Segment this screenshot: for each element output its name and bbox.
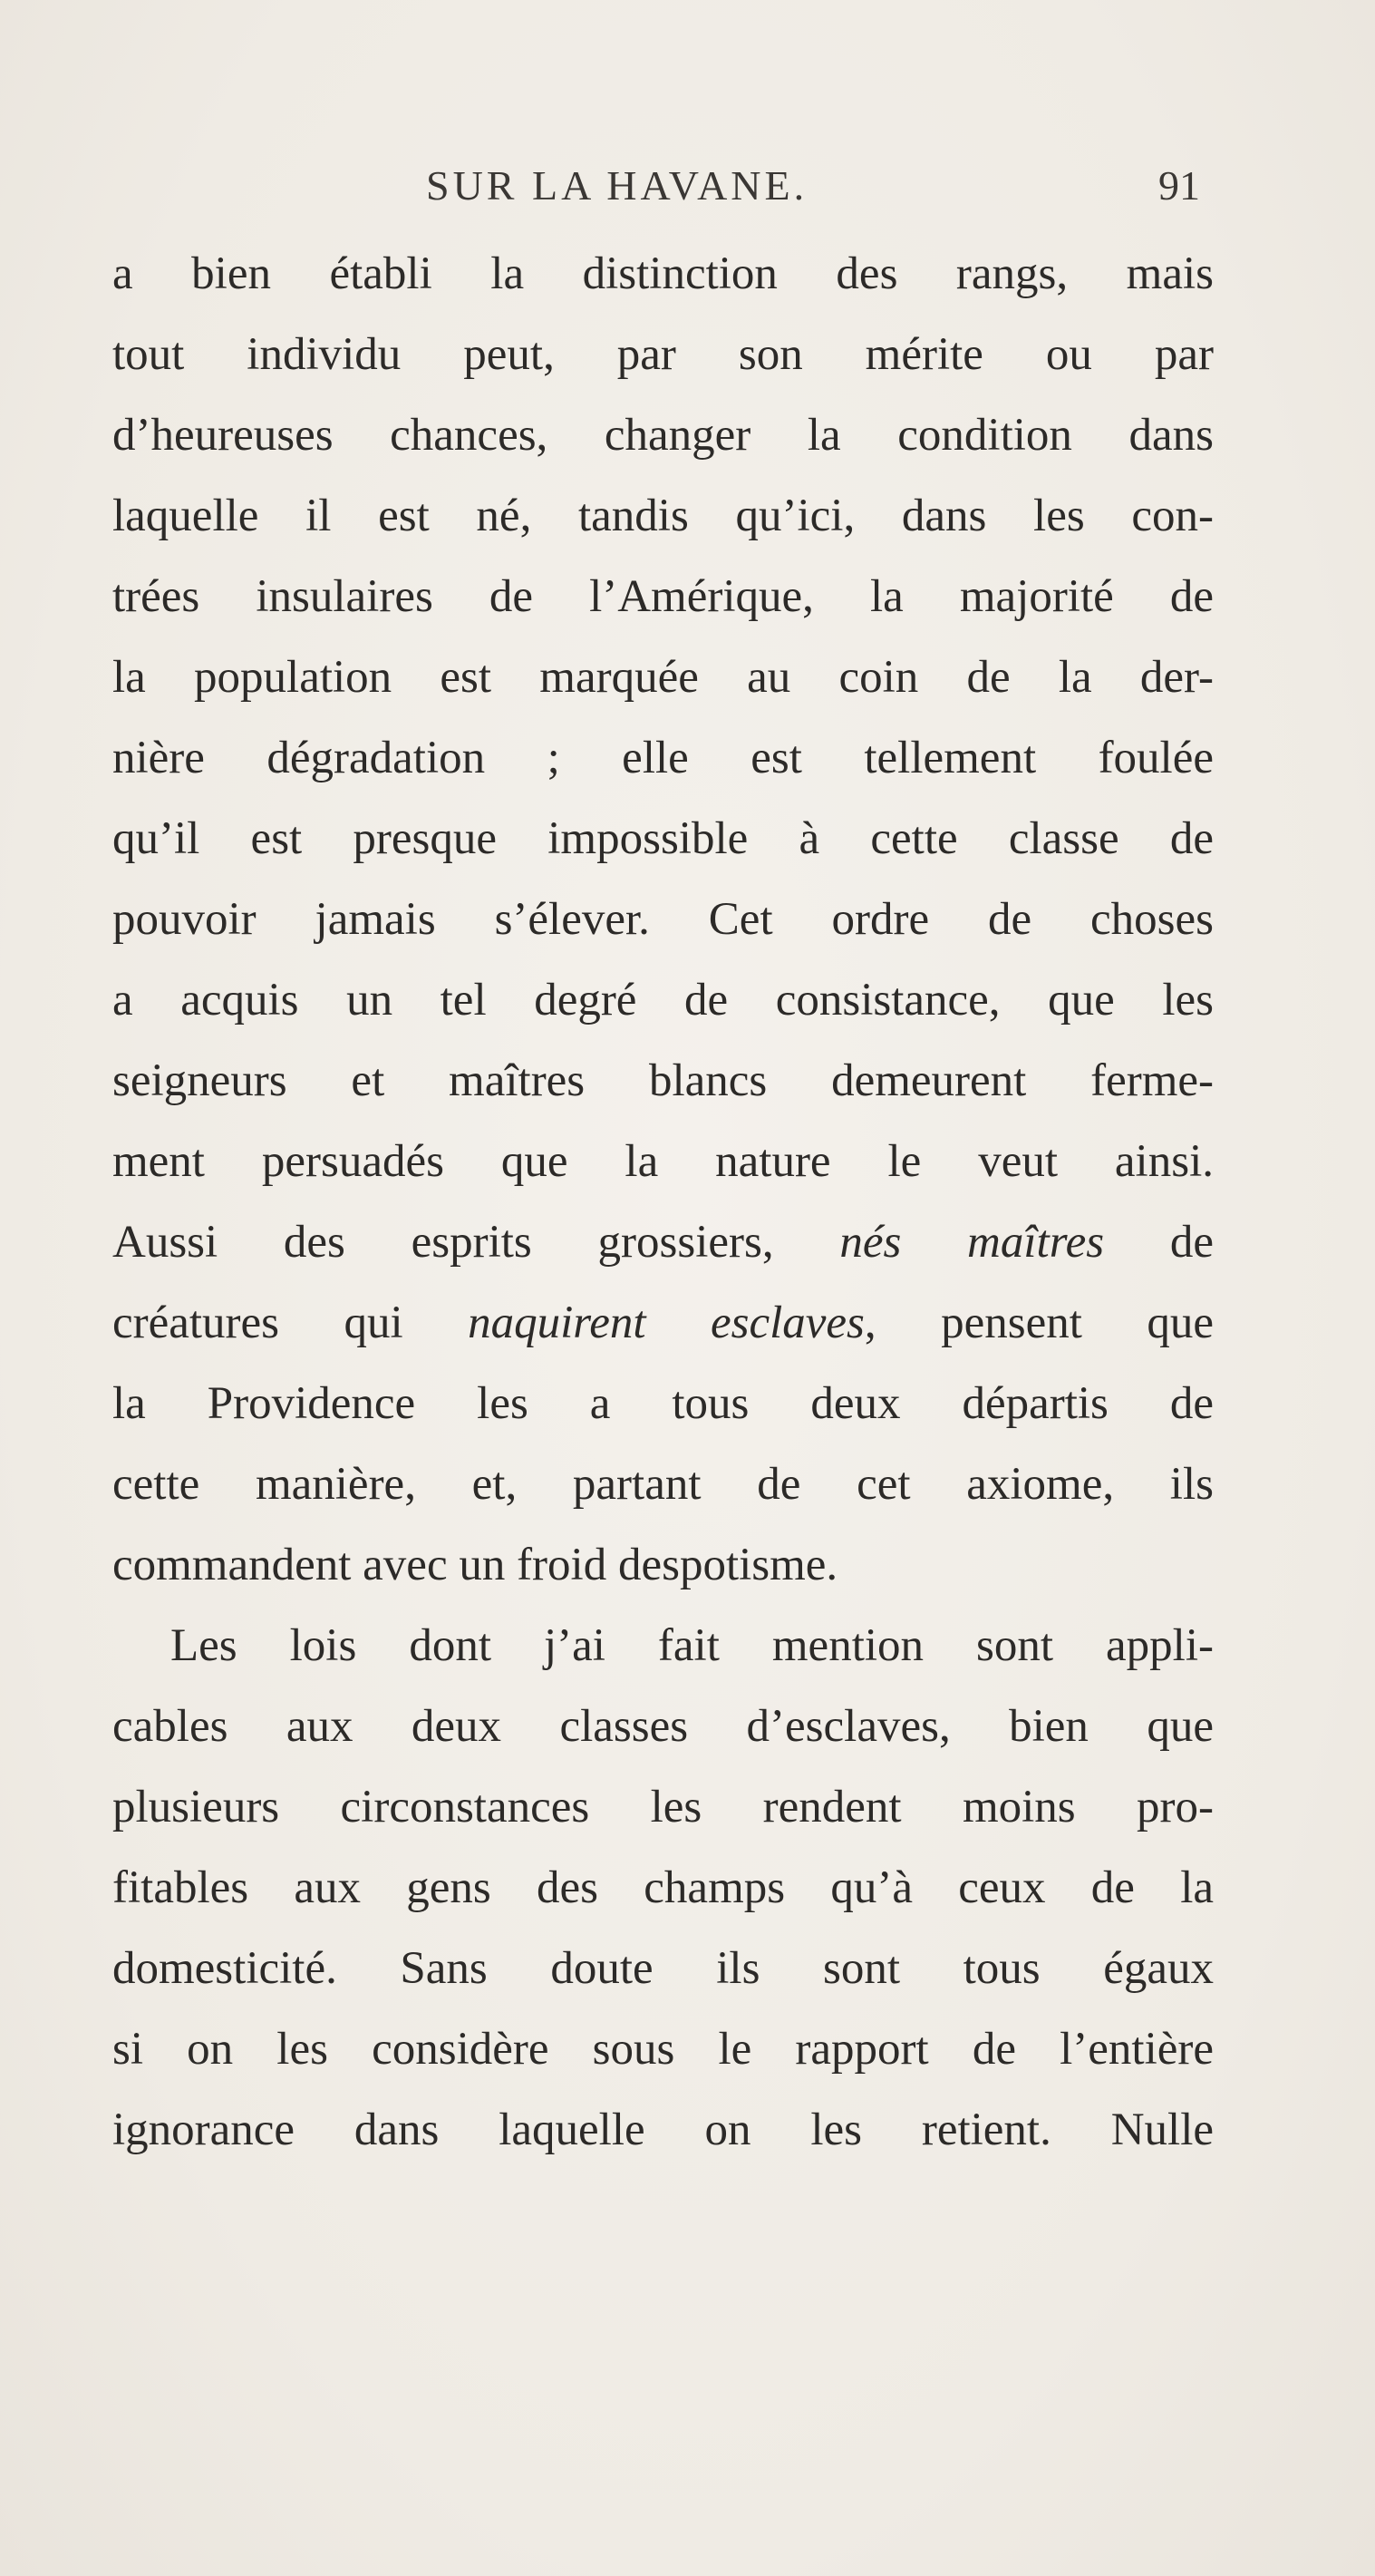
text-line: ignorance dans laquelle on les retient. Nulle: [112, 2105, 1214, 2155]
text-line: nière dégradation ; elle est tellement foulée: [112, 733, 1214, 783]
text-line: cette manière, et, partant de cet axiome, ils: [112, 1459, 1214, 1510]
text-line: d’heureuses chances, changer la condition dans: [112, 410, 1214, 461]
text-line: a acquis un tel degré de consistance, que les: [112, 975, 1214, 1026]
text-segment: créatures qui: [112, 1298, 469, 1348]
text-line: tout individu peut, par son mérite ou par: [112, 329, 1214, 380]
text-line: laquelle il est né, tandis qu’ici, dans les con-: [112, 491, 1214, 541]
text-line: domesticité. Sans doute ils sont tous égaux: [112, 1943, 1214, 1994]
text-segment: Aussi des esprits grossiers,: [112, 1217, 840, 1268]
italic-phrase: naquirent esclaves: [468, 1298, 865, 1348]
text-line: plusieurs circonstances les rendent moins pro-: [112, 1782, 1214, 1832]
text-segment: , pensent que: [864, 1298, 1214, 1348]
text-line: qu’il est presque impossible à cette classe de: [112, 813, 1214, 864]
text-line: cables aux deux classes d’esclaves, bien que: [112, 1701, 1214, 1752]
text-line: trées insulaires de l’Amérique, la majorité de: [112, 571, 1214, 622]
text-line: commandent avec un froid despotisme.: [112, 1540, 838, 1590]
text-line: seigneurs et maîtres blancs demeurent ferme-: [112, 1055, 1214, 1106]
text-line: a bien établi la distinction des rangs, mais: [112, 248, 1214, 299]
body-text: [112, 234, 1214, 2171]
text-line-with-italic: [112, 1283, 1214, 1364]
italic-phrase: nés maîtres: [839, 1217, 1105, 1268]
text-line: la Providence les a tous deux départis de: [112, 1378, 1214, 1429]
text-line: Les lois dont j’ai fait mention sont appli-: [170, 1620, 1214, 1671]
text-line: fitables aux gens des champs qu’à ceux de la: [112, 1862, 1214, 1913]
text-segment: de: [1104, 1217, 1215, 1268]
text-line: si on les considère sous le rapport de l’entière: [112, 2024, 1214, 2075]
text-line: pouvoir jamais s’élever. Cet ordre de choses: [112, 894, 1214, 945]
running-head: SUR LA HAVANE.: [426, 162, 809, 209]
page-number: 91: [1158, 162, 1200, 209]
text-line-with-italic: [112, 1202, 1214, 1283]
page-header: [0, 161, 1375, 216]
text-line: la population est marquée au coin de la der-: [112, 652, 1214, 703]
text-line: ment persuadés que la nature le veut ainsi.: [112, 1136, 1214, 1187]
